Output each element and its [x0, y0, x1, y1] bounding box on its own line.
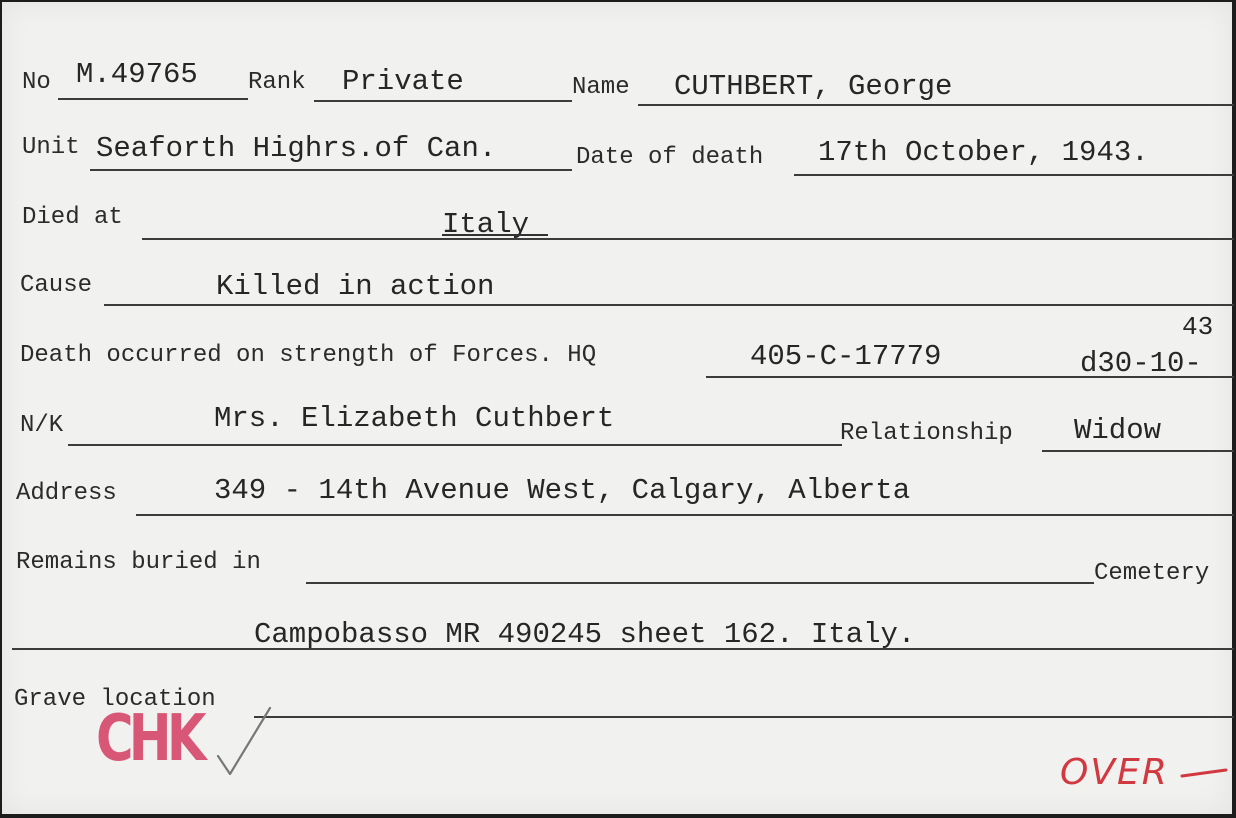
grave-location-label: Grave location [14, 686, 216, 713]
cemetery-label: Cemetery [1094, 560, 1210, 587]
died-at-value: Italy [442, 208, 530, 241]
date-line [794, 174, 1234, 176]
no-line [58, 98, 248, 100]
remains-line [306, 582, 1094, 584]
checkmark-icon [214, 702, 274, 782]
died-at-line [142, 238, 1234, 240]
strength-label: Death occurred on strength of Forces. HQ [20, 342, 597, 369]
rank-value: Private [342, 65, 464, 98]
hq-file-value: 405-C-17779 [750, 340, 942, 373]
name-value: CUTHBERT, George [674, 70, 953, 103]
remains-label: Remains buried in [16, 549, 261, 576]
rank-line [314, 100, 572, 102]
cemetery-value: Campobasso MR 490245 sheet 162. Italy. [254, 618, 916, 651]
died-at-underline [442, 234, 548, 236]
relationship-value: Widow [1074, 414, 1162, 447]
unit-label: Unit [22, 134, 80, 161]
name-line [638, 104, 1234, 106]
cause-value: Killed in action [216, 270, 495, 303]
relationship-label: Relationship [840, 420, 1013, 447]
date-ref-value: d30-10- [1080, 347, 1202, 380]
nk-value: Mrs. Elizabeth Cuthbert [214, 402, 615, 435]
no-label: No [22, 69, 51, 96]
name-label: Name [572, 74, 630, 101]
address-label: Address [16, 480, 117, 507]
cause-label: Cause [20, 272, 93, 299]
date-of-death-label: Date of death [576, 144, 764, 171]
date-ref-year: 43 [1182, 312, 1214, 342]
cause-line [104, 304, 1234, 306]
nk-line [68, 444, 842, 446]
unit-value: Seaforth Highrs.of Can. [96, 132, 497, 165]
no-value: M.49765 [76, 58, 198, 91]
grave-location-line [254, 716, 1234, 718]
date-of-death-value: 17th October, 1943. [818, 136, 1149, 169]
chk-stamp: CHK [96, 702, 202, 776]
died-at-label: Died at [22, 204, 123, 231]
address-value: 349 - 14th Avenue West, Calgary, Alberta [214, 474, 911, 507]
unit-line [90, 169, 572, 171]
relationship-line [1042, 450, 1234, 452]
address-line [136, 514, 1234, 516]
index-card [2, 2, 1232, 814]
over-note: OVER [1060, 752, 1169, 793]
over-dash-icon [1180, 764, 1230, 784]
rank-label: Rank [248, 69, 306, 96]
nk-label: N/K [20, 412, 64, 439]
